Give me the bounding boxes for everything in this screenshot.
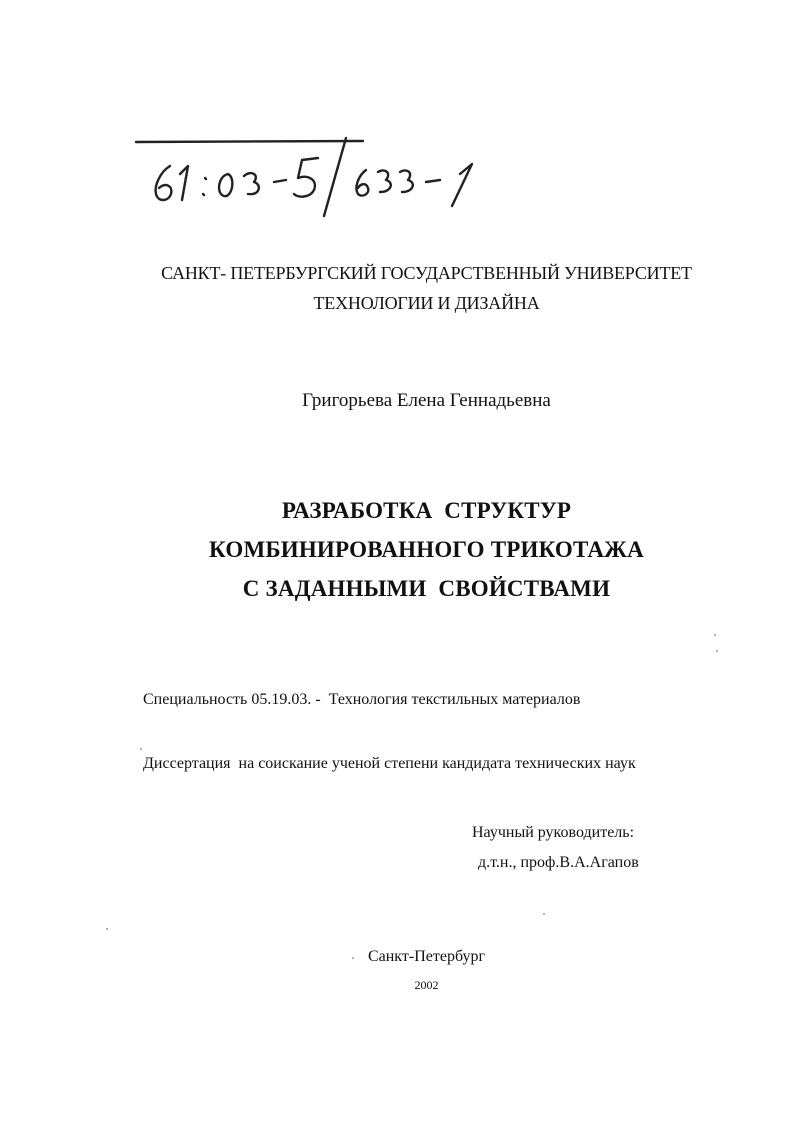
university-name — [0, 258, 793, 318]
dissertation-title — [0, 491, 793, 608]
supervisor-block — [472, 818, 639, 878]
handwritten-catalog-number — [130, 130, 510, 230]
dissertation-degree-line: Диссертация на соискание ученой степени кандидата технических наук — [143, 755, 636, 772]
scan-speck — [714, 634, 716, 636]
scan-speck — [352, 957, 354, 959]
scan-speck — [543, 913, 545, 915]
handwritten-catalog-number-drawing — [130, 130, 510, 230]
author-name: Григорьева Елена Геннадьевна — [302, 390, 551, 411]
city: Санкт-Петербург — [367, 948, 486, 965]
university-line-1: САНКТ- ПЕТЕРБУРГСКИЙ ГОСУДАРСТВЕННЫЙ УНИВЕРСИТЕТ — [161, 263, 692, 283]
title-line-1: РАЗРАБОТКА СТРУКТУР — [281, 498, 572, 523]
specialty-line: Специальность 05.19.03. - Технология текстильных материалов — [143, 691, 581, 708]
scan-speck — [716, 650, 718, 652]
supervisor-name: д.т.н., проф.В.А.Агапов — [478, 854, 639, 871]
year: 2002 — [414, 978, 439, 992]
scan-speck — [140, 748, 142, 750]
title-line-3: С ЗАДАННЫМИ СВОЙСТВАМИ — [242, 576, 611, 601]
university-line-2: ТЕХНОЛОГИИ И ДИЗАЙНА — [313, 293, 540, 313]
supervisor-label: Научный руководитель: — [472, 824, 635, 841]
scan-speck — [106, 928, 108, 930]
title-line-2: КОМБИНИРОВАННОГО ТРИКОТАЖА — [209, 537, 644, 562]
